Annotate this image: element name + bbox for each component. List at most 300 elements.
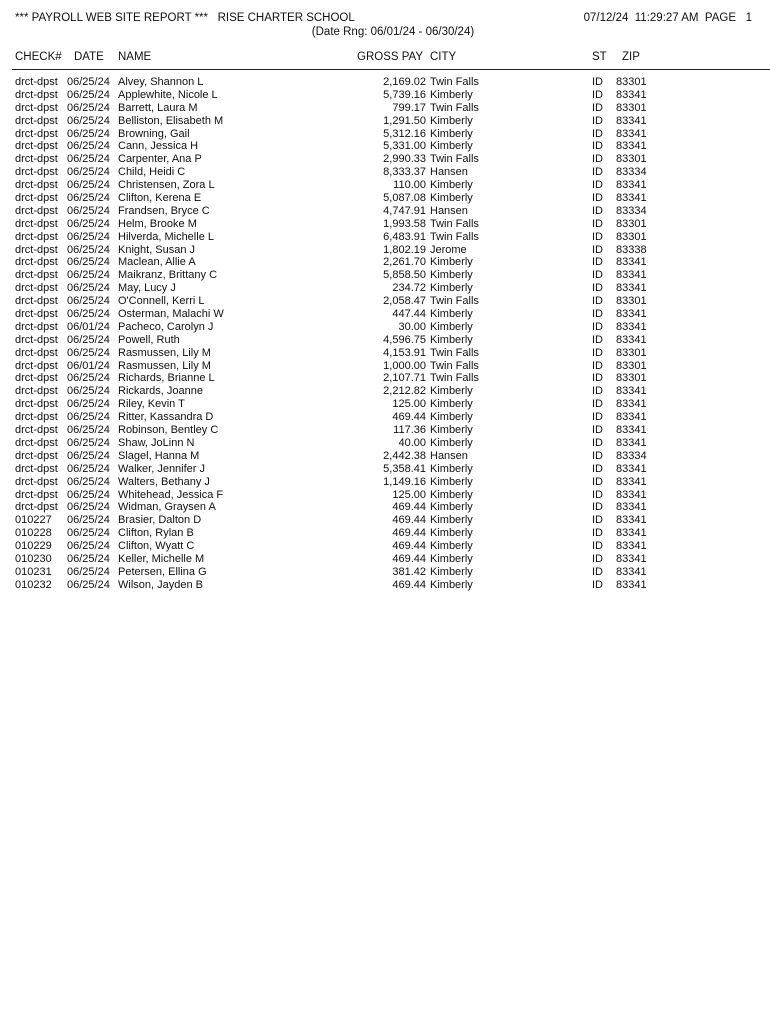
gross-pay-cell: 5,312.16 (383, 127, 426, 140)
gross-pay-cell: 117.36 (393, 424, 426, 437)
city-cell: Kimberly (430, 179, 473, 192)
gross-pay-cell: 30.00 (398, 320, 426, 333)
name-cell: Shaw, JoLinn N (118, 436, 195, 449)
gross-pay-cell: 469.44 (392, 514, 426, 527)
gross-pay-cell: 469.44 (392, 552, 426, 565)
state-cell: ID (592, 140, 603, 153)
table-row (0, 514, 770, 527)
table-row (0, 321, 770, 334)
gross-pay-cell: 2,058.47 (383, 295, 426, 308)
name-cell: Frandsen, Bryce C (118, 204, 210, 217)
table-row (0, 334, 770, 347)
date-cell: 06/25/24 (67, 565, 110, 578)
date-cell: 06/01/24 (67, 320, 110, 333)
table-row (0, 76, 770, 89)
name-cell: Walters, Bethany J (118, 475, 210, 488)
state-cell: ID (592, 359, 603, 372)
name-cell: Ritter, Kassandra D (118, 411, 214, 424)
gross-pay-cell: 1,149.16 (383, 475, 426, 488)
table-row (0, 140, 770, 153)
date-cell: 06/25/24 (67, 101, 110, 114)
zip-cell: 83341 (616, 578, 647, 591)
state-cell: ID (592, 488, 603, 501)
zip-cell: 83341 (616, 333, 647, 346)
date-cell: 06/25/24 (67, 346, 110, 359)
date-cell: 06/25/24 (67, 88, 110, 101)
check-cell: drct-dpst (15, 462, 58, 475)
check-cell: drct-dpst (15, 101, 58, 114)
date-cell: 06/25/24 (67, 449, 110, 462)
report-title: *** PAYROLL WEB SITE REPORT *** RISE CHARTER SCHOOL (15, 12, 355, 24)
zip-cell: 83341 (616, 527, 647, 540)
check-cell: drct-dpst (15, 127, 58, 140)
check-cell: drct-dpst (15, 140, 58, 153)
date-cell: 06/25/24 (67, 153, 110, 166)
city-cell: Kimberly (430, 269, 473, 282)
table-row (0, 476, 770, 489)
gross-pay-cell: 469.44 (392, 411, 426, 424)
date-cell: 06/25/24 (67, 179, 110, 192)
name-cell: Child, Heidi C (118, 166, 186, 179)
gross-pay-cell: 469.44 (392, 540, 426, 553)
state-cell: ID (592, 204, 603, 217)
table-row (0, 385, 770, 398)
date-cell: 06/25/24 (67, 488, 110, 501)
zip-cell: 83301 (616, 101, 647, 114)
gross-pay-cell: 469.44 (392, 527, 426, 540)
column-header-date: DATE (74, 51, 104, 63)
gross-pay-cell: 447.44 (392, 308, 426, 321)
zip-cell: 83341 (616, 308, 647, 321)
date-cell: 06/25/24 (67, 372, 110, 385)
table-row (0, 360, 770, 373)
name-cell: Alvey, Shannon L (118, 76, 204, 88)
city-cell: Kimberly (430, 308, 473, 321)
check-cell: drct-dpst (15, 153, 58, 166)
check-cell: drct-dpst (15, 243, 58, 256)
date-cell: 06/25/24 (67, 385, 110, 398)
gross-pay-cell: 6,483.91 (383, 230, 426, 243)
table-row (0, 372, 770, 385)
check-cell: drct-dpst (15, 114, 58, 127)
table-row (0, 179, 770, 192)
city-cell: Jerome (430, 243, 467, 256)
date-cell: 06/25/24 (67, 475, 110, 488)
city-cell: Kimberly (430, 488, 473, 501)
table-row (0, 218, 770, 231)
table-row (0, 256, 770, 269)
check-cell: 010227 (15, 514, 52, 527)
zip-cell: 83341 (616, 398, 647, 411)
name-cell: Walker, Jennifer J (118, 462, 206, 475)
check-cell: drct-dpst (15, 475, 58, 488)
gross-pay-cell: 5,358.41 (383, 462, 426, 475)
zip-cell: 83341 (616, 565, 647, 578)
check-cell: drct-dpst (15, 359, 58, 372)
state-cell: ID (592, 114, 603, 127)
city-cell: Kimberly (430, 88, 473, 101)
date-cell: 06/25/24 (67, 514, 110, 527)
report-timestamp-page (584, 12, 752, 24)
table-row (0, 166, 770, 179)
state-cell: ID (592, 449, 603, 462)
date-cell: 06/25/24 (67, 462, 110, 475)
state-cell: ID (592, 308, 603, 321)
name-cell: Pacheco, Carolyn J (118, 320, 214, 333)
name-cell: Cann, Jessica H (118, 140, 199, 153)
gross-pay-cell: 5,858.50 (383, 269, 426, 282)
date-cell: 06/25/24 (67, 578, 110, 591)
table-row (0, 347, 770, 360)
city-cell: Kimberly (430, 127, 473, 140)
date-cell: 06/25/24 (67, 540, 110, 553)
name-cell: Christensen, Zora L (118, 179, 215, 192)
state-cell: ID (592, 76, 603, 88)
date-cell: 06/25/24 (67, 192, 110, 205)
name-cell: Hilverda, Michelle L (118, 230, 214, 243)
name-cell: Powell, Ruth (118, 333, 180, 346)
table-row (0, 579, 770, 592)
table-row (0, 450, 770, 463)
column-header-st: ST (592, 51, 607, 63)
name-cell: Maikranz, Brittany C (118, 269, 218, 282)
gross-pay-cell: 1,993.58 (383, 217, 426, 230)
city-cell: Twin Falls (430, 76, 479, 88)
table-row (0, 282, 770, 295)
gross-pay-cell: 125.00 (392, 398, 426, 411)
name-cell: Belliston, Elisabeth M (118, 114, 224, 127)
name-cell: Osterman, Malachi W (118, 308, 224, 321)
name-cell: Applewhite, Nicole L (118, 88, 218, 101)
state-cell: ID (592, 295, 603, 308)
city-cell: Kimberly (430, 540, 473, 553)
page-label: PAGE (704, 12, 736, 24)
name-cell: Rasmussen, Lily M (118, 359, 211, 372)
date-cell: 06/01/24 (67, 359, 110, 372)
table-row (0, 244, 770, 257)
check-cell: drct-dpst (15, 269, 58, 282)
state-cell: ID (592, 166, 603, 179)
name-cell: Wilson, Jayden B (118, 578, 203, 591)
state-cell: ID (592, 153, 603, 166)
state-cell: ID (592, 462, 603, 475)
check-cell: 010232 (15, 578, 52, 591)
state-cell: ID (592, 436, 603, 449)
city-cell: Kimberly (430, 114, 473, 127)
city-cell: Twin Falls (430, 359, 479, 372)
zip-cell: 83301 (616, 295, 647, 308)
check-cell: drct-dpst (15, 346, 58, 359)
date-cell: 06/25/24 (67, 333, 110, 346)
name-cell: Slagel, Hanna M (118, 449, 200, 462)
gross-pay-cell: 1,802.19 (383, 243, 426, 256)
column-header-name: NAME (118, 51, 152, 63)
state-cell: ID (592, 256, 603, 269)
check-cell: drct-dpst (15, 449, 58, 462)
city-cell: Kimberly (430, 256, 473, 269)
gross-pay-cell: 2,990.33 (383, 153, 426, 166)
city-cell: Twin Falls (430, 372, 479, 385)
state-cell: ID (592, 88, 603, 101)
state-cell: ID (592, 540, 603, 553)
name-cell: Maclean, Allie A (118, 256, 196, 269)
state-cell: ID (592, 320, 603, 333)
name-cell: Richards, Brianne L (118, 372, 215, 385)
column-header-gross-pay: GROSS PAY (357, 51, 424, 63)
date-cell: 06/25/24 (67, 411, 110, 424)
check-cell: 010228 (15, 527, 52, 540)
gross-pay-cell: 1,291.50 (383, 114, 426, 127)
name-cell: O'Connell, Kerri L (118, 295, 205, 308)
state-cell: ID (592, 101, 603, 114)
date-cell: 06/25/24 (67, 114, 110, 127)
city-cell: Twin Falls (430, 230, 479, 243)
gross-pay-cell: 2,107.71 (383, 372, 426, 385)
city-cell: Kimberly (430, 385, 473, 398)
table-row (0, 231, 770, 244)
city-cell: Hansen (430, 166, 468, 179)
date-range-text: (Date Rng: 06/01/24 - 06/30/24) (311, 26, 475, 38)
date-cell: 06/25/24 (67, 424, 110, 437)
name-cell: Widman, Graysen A (118, 501, 216, 514)
gross-pay-cell: 8,333.37 (383, 166, 426, 179)
date-cell: 06/25/24 (67, 256, 110, 269)
state-cell: ID (592, 501, 603, 514)
gross-pay-cell: 5,087.08 (383, 192, 426, 205)
date-cell: 06/25/24 (67, 527, 110, 540)
payroll-table-body (0, 76, 770, 592)
date-cell: 06/25/24 (67, 76, 110, 88)
check-cell: 010229 (15, 540, 52, 553)
city-cell: Kimberly (430, 436, 473, 449)
page-number: 1 (745, 12, 752, 24)
state-cell: ID (592, 527, 603, 540)
check-cell: drct-dpst (15, 217, 58, 230)
name-cell: Helm, Brooke M (118, 217, 197, 230)
name-cell: Knight, Susan J (118, 243, 196, 256)
state-cell: ID (592, 282, 603, 295)
city-cell: Twin Falls (430, 101, 479, 114)
date-cell: 06/25/24 (67, 501, 110, 514)
date-cell: 06/25/24 (67, 436, 110, 449)
date-cell: 06/25/24 (67, 282, 110, 295)
gross-pay-cell: 5,331.00 (383, 140, 426, 153)
gross-pay-cell: 381.42 (392, 565, 426, 578)
zip-cell: 83301 (616, 153, 647, 166)
zip-cell: 83301 (616, 359, 647, 372)
table-row (0, 308, 770, 321)
check-cell: drct-dpst (15, 295, 58, 308)
zip-cell: 83341 (616, 88, 647, 101)
city-cell: Kimberly (430, 140, 473, 153)
state-cell: ID (592, 578, 603, 591)
state-cell: ID (592, 192, 603, 205)
zip-cell: 83301 (616, 346, 647, 359)
gross-pay-cell: 40.00 (398, 436, 426, 449)
city-cell: Kimberly (430, 320, 473, 333)
table-row (0, 295, 770, 308)
name-cell: Clifton, Wyatt C (118, 540, 195, 553)
gross-pay-cell: 4,596.75 (383, 333, 426, 346)
table-row (0, 153, 770, 166)
name-cell: May, Lucy J (118, 282, 176, 295)
gross-pay-cell: 469.44 (392, 578, 426, 591)
state-cell: ID (592, 514, 603, 527)
zip-cell: 83334 (616, 449, 647, 462)
table-row (0, 398, 770, 411)
zip-cell: 83341 (616, 282, 647, 295)
city-cell: Twin Falls (430, 346, 479, 359)
gross-pay-cell: 2,442.38 (383, 449, 426, 462)
state-cell: ID (592, 424, 603, 437)
check-cell: drct-dpst (15, 411, 58, 424)
name-cell: Rasmussen, Lily M (118, 346, 211, 359)
report-timestamp: 07/12/24 11:29:27 AM (583, 12, 699, 24)
table-row (0, 424, 770, 437)
city-cell: Kimberly (430, 552, 473, 565)
zip-cell: 83341 (616, 475, 647, 488)
zip-cell: 83341 (616, 256, 647, 269)
zip-cell: 83301 (616, 76, 647, 88)
gross-pay-cell: 799.17 (392, 101, 426, 114)
date-range (0, 26, 770, 38)
city-cell: Hansen (430, 204, 468, 217)
table-row (0, 501, 770, 514)
header-divider (12, 69, 770, 70)
check-cell: drct-dpst (15, 488, 58, 501)
table-row (0, 102, 770, 115)
date-cell: 06/25/24 (67, 230, 110, 243)
name-cell: Clifton, Kerena E (118, 192, 202, 205)
name-cell: Riley, Kevin T (118, 398, 185, 411)
date-cell: 06/25/24 (67, 204, 110, 217)
name-cell: Rickards, Joanne (118, 385, 203, 398)
check-cell: drct-dpst (15, 204, 58, 217)
table-row (0, 566, 770, 579)
state-cell: ID (592, 230, 603, 243)
date-cell: 06/25/24 (67, 398, 110, 411)
table-row (0, 463, 770, 476)
gross-pay-cell: 125.00 (392, 488, 426, 501)
city-cell: Kimberly (430, 501, 473, 514)
date-cell: 06/25/24 (67, 166, 110, 179)
city-cell: Kimberly (430, 424, 473, 437)
zip-cell: 83341 (616, 127, 647, 140)
check-cell: drct-dpst (15, 385, 58, 398)
name-cell: Brasier, Dalton D (118, 514, 202, 527)
state-cell: ID (592, 346, 603, 359)
column-header-zip: ZIP (622, 51, 640, 63)
city-cell: Twin Falls (430, 217, 479, 230)
table-row (0, 269, 770, 282)
check-cell: drct-dpst (15, 76, 58, 88)
date-cell: 06/25/24 (67, 243, 110, 256)
gross-pay-cell: 2,169.02 (383, 76, 426, 88)
zip-cell: 83341 (616, 552, 647, 565)
column-headers (0, 51, 770, 67)
city-cell: Hansen (430, 449, 468, 462)
zip-cell: 83301 (616, 217, 647, 230)
zip-cell: 83341 (616, 436, 647, 449)
date-cell: 06/25/24 (67, 127, 110, 140)
check-cell: drct-dpst (15, 424, 58, 437)
city-cell: Kimberly (430, 578, 473, 591)
gross-pay-cell: 469.44 (392, 501, 426, 514)
table-row (0, 437, 770, 450)
gross-pay-cell: 110.00 (393, 179, 426, 192)
zip-cell: 83341 (616, 320, 647, 333)
city-cell: Twin Falls (430, 295, 479, 308)
zip-cell: 83301 (616, 372, 647, 385)
city-cell: Kimberly (430, 462, 473, 475)
gross-pay-cell: 234.72 (392, 282, 426, 295)
name-cell: Browning, Gail (118, 127, 190, 140)
check-cell: drct-dpst (15, 256, 58, 269)
name-cell: Carpenter, Ana P (118, 153, 202, 166)
name-cell: Keller, Michelle M (118, 552, 205, 565)
zip-cell: 83341 (616, 462, 647, 475)
check-cell: drct-dpst (15, 436, 58, 449)
zip-cell: 83341 (616, 488, 647, 501)
check-cell: drct-dpst (15, 88, 58, 101)
gross-pay-cell: 4,747.91 (383, 204, 426, 217)
check-cell: drct-dpst (15, 501, 58, 514)
city-cell: Kimberly (430, 398, 473, 411)
check-cell: 010231 (15, 565, 52, 578)
zip-cell: 83341 (616, 424, 647, 437)
zip-cell: 83341 (616, 385, 647, 398)
column-header-check: CHECK# (15, 51, 62, 63)
check-cell: drct-dpst (15, 282, 58, 295)
name-cell: Whitehead, Jessica F (118, 488, 224, 501)
name-cell: Robinson, Bentley C (118, 424, 219, 437)
check-cell: drct-dpst (15, 308, 58, 321)
gross-pay-cell: 5,739.16 (383, 88, 426, 101)
state-cell: ID (592, 127, 603, 140)
table-row (0, 527, 770, 540)
state-cell: ID (592, 411, 603, 424)
check-cell: drct-dpst (15, 372, 58, 385)
check-cell: drct-dpst (15, 179, 58, 192)
city-cell: Kimberly (430, 475, 473, 488)
city-cell: Kimberly (430, 411, 473, 424)
table-row (0, 192, 770, 205)
date-cell: 06/25/24 (67, 295, 110, 308)
zip-cell: 83341 (616, 540, 647, 553)
check-cell: drct-dpst (15, 166, 58, 179)
zip-cell: 83301 (616, 230, 647, 243)
state-cell: ID (592, 333, 603, 346)
state-cell: ID (592, 552, 603, 565)
check-cell: drct-dpst (15, 333, 58, 346)
zip-cell: 83341 (616, 501, 647, 514)
table-row (0, 489, 770, 502)
check-cell: drct-dpst (15, 230, 58, 243)
check-cell: drct-dpst (15, 192, 58, 205)
state-cell: ID (592, 217, 603, 230)
date-cell: 06/25/24 (67, 552, 110, 565)
date-cell: 06/25/24 (67, 269, 110, 282)
check-cell: drct-dpst (15, 320, 58, 333)
table-row (0, 540, 770, 553)
gross-pay-cell: 1,000.00 (383, 359, 426, 372)
table-row (0, 553, 770, 566)
city-cell: Kimberly (430, 282, 473, 295)
table-row (0, 128, 770, 141)
state-cell: ID (592, 475, 603, 488)
gross-pay-cell: 4,153.91 (383, 346, 426, 359)
check-cell: drct-dpst (15, 398, 58, 411)
